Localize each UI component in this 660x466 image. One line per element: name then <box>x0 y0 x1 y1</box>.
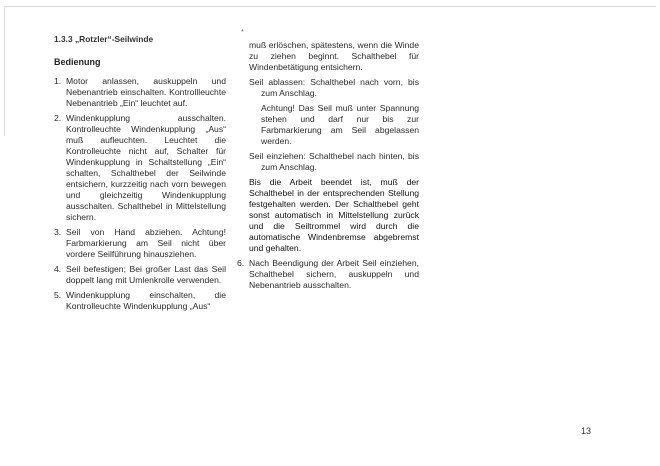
stray-mark: * <box>241 29 244 36</box>
section-subheading: Bedienung <box>54 57 101 67</box>
list-item <box>54 76 226 109</box>
continuation-text: muß erlöschen, spätestens, wenn die Winde zu ziehen beginnt. Schalthebel für Windenbetätigung entsichern. <box>249 40 419 72</box>
seil-einziehen-text: Seil einziehen: Schalthebel nach hinten, bis zum Anschlag. <box>249 151 419 172</box>
item-number: 6. <box>237 258 245 268</box>
right-column <box>237 40 419 295</box>
list-item <box>54 264 226 286</box>
item-text: Windenkupplung einschalten, die Kontrolleuchte Windenkupplung „Aus“ <box>66 290 226 311</box>
item-number: 1. <box>54 76 62 86</box>
item-text: Windenkupplung ausschalten. Kontrolleuchte Windenkupplung „Aus“ muß aufleuchten. Leuchtet die Kontrolleuchte nicht auf, Schalter für Windenkupplung in Schaltstellung „Ein“ schalten, Schalthebel der Seilwinde entsichern, kurzzeitig nach vorn bewegen und gleichzeitig Windenkupplung ausschalten. Schalthebel in Mittelstellung sichern. <box>66 113 226 222</box>
item-number: 2. <box>54 113 62 123</box>
list-item <box>237 258 419 291</box>
item-text: Seil befestigen; Bei großer Last das Seil doppelt lang mit Umlenkrolle verwenden. <box>66 264 226 285</box>
list-item <box>54 113 226 223</box>
section-heading: 1.3.3 „Rotzler“-Seilwinde <box>54 34 154 44</box>
list-item <box>54 290 226 312</box>
item-number: 5. <box>54 290 62 300</box>
item-text: Nach Beendigung der Arbeit Seil einziehen, Schalthebel sichern, auskuppeln und Nebenantrieb ausschalten. <box>249 258 419 290</box>
achtung-warning: Achtung! Das Seil muß unter Spannung stehen und darf nur bis zur Farbmarkierung am Seil abgelassen werden. <box>261 103 419 146</box>
left-border-line <box>4 6 5 136</box>
left-column <box>54 34 226 316</box>
list-item <box>54 227 226 260</box>
top-border-line <box>4 6 656 7</box>
item-text: Seil von Hand abziehen. Achtung! Farbmarkierung am Seil nicht über vordere Seilführung hinausziehen. <box>66 227 226 259</box>
item-number: 4. <box>54 264 62 274</box>
item-number: 3. <box>54 227 62 237</box>
item-text: Motor anlassen, auskuppeln und Nebenantrieb einschalten. Kontrollleuchte Nebenantrieb „Ein“ leuchtet auf. <box>66 76 226 108</box>
arbeit-paragraph: Bis die Arbeit beendet ist, muß der Schalthebel in der entsprechenden Stellung festgehalten werden. Der Schalthebel geht sonst automatisch in Mittelstellung zurück und die Seiltrommel wird durch die automatische Windenbremse abgebremst und gehalten. <box>249 177 419 253</box>
page-number: 13 <box>581 426 592 436</box>
seil-ablassen-text: Seil ablassen: Schalthebel nach vorn, bis zum Anschlag. <box>249 77 419 98</box>
